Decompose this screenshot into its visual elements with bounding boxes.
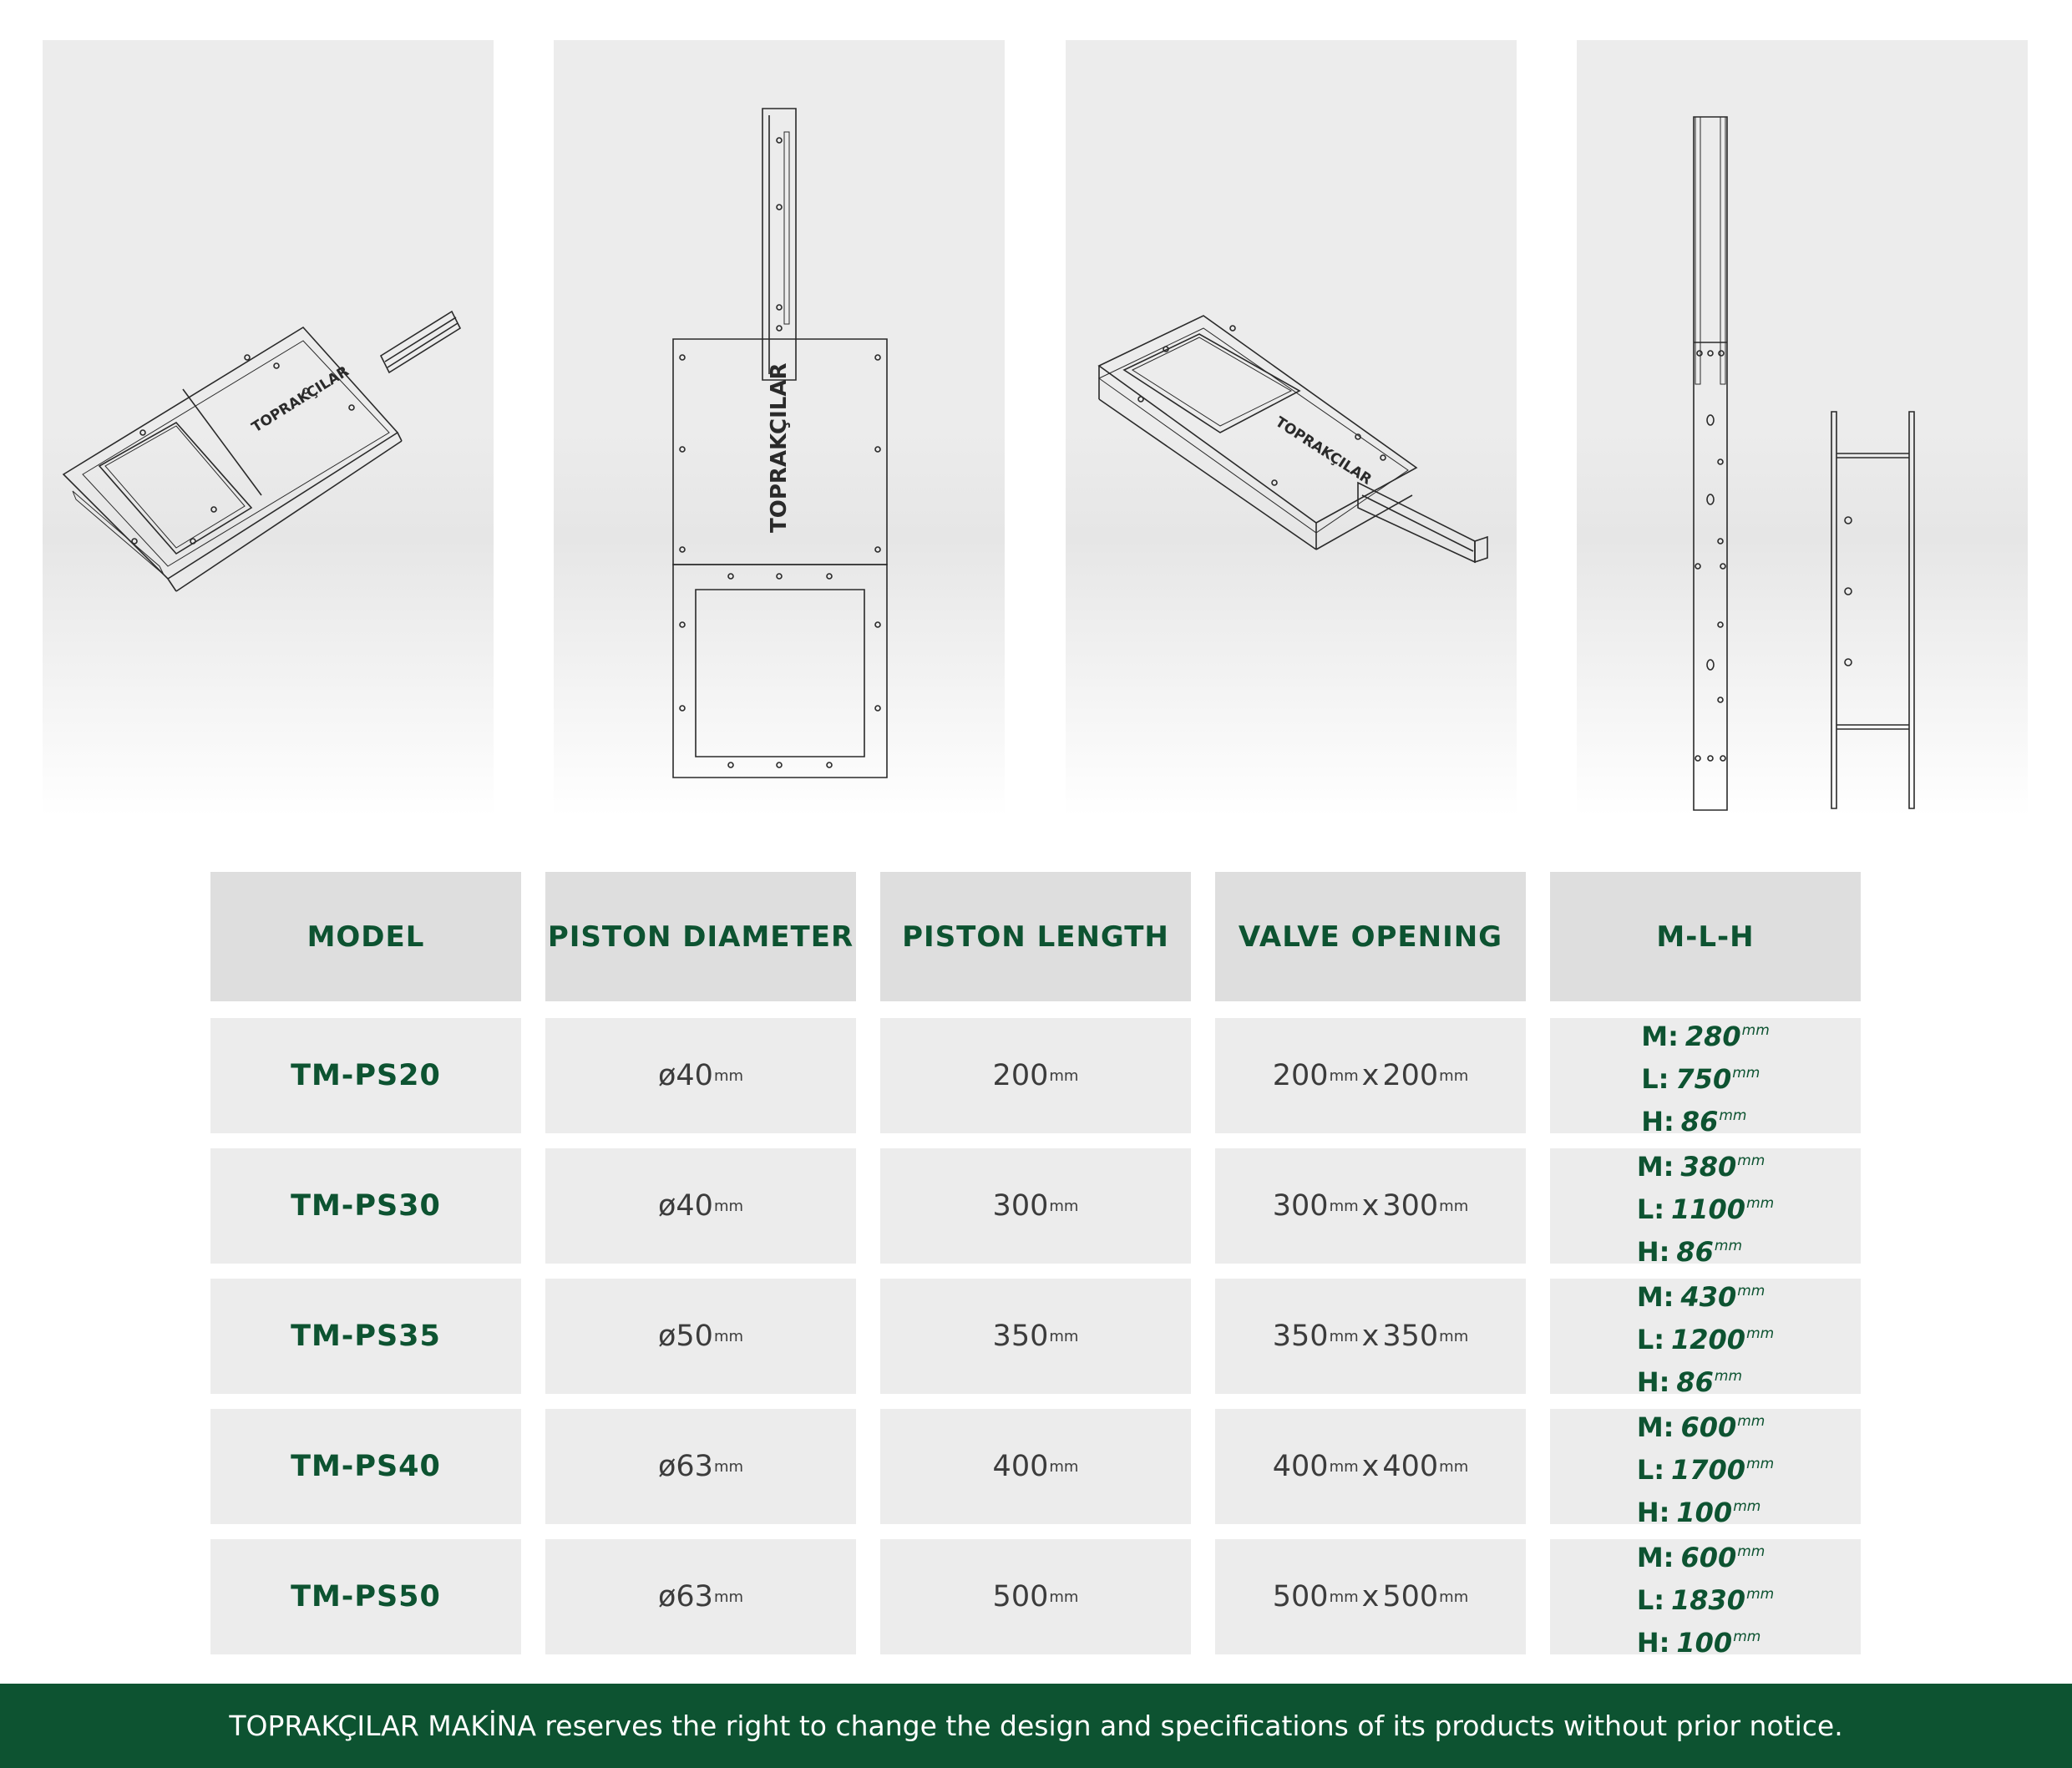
cell-valve-opening: 350 mm x 350 mm <box>1215 1279 1526 1394</box>
header-piston-length: PISTON LENGTH <box>880 872 1191 1001</box>
header-piston-diameter: PISTON DIAMETER <box>545 872 856 1001</box>
image-perspective-right <box>1066 40 1517 817</box>
cell-valve-opening: 200 mm x 200 mm <box>1215 1018 1526 1133</box>
cell-model: TM-PS20 <box>210 1018 521 1133</box>
footer-notice <box>0 1684 2072 1768</box>
header-m-l-h: M-L-H <box>1550 872 1861 1001</box>
image-perspective-left <box>43 40 494 817</box>
cell-m-l-h: M: $430^{mm}$ L: $1200^{mm}$ H: $86^{mm}$ <box>1550 1279 1861 1394</box>
footer-text: TOPRAKÇILAR MAKİNA reserves the right to change the design and specifications of its products without prior notice. <box>229 1710 1843 1742</box>
front-view-drawing <box>554 40 1005 817</box>
cell-piston-length: 300 mm <box>880 1148 1191 1264</box>
cell-piston-length: 500 mm <box>880 1539 1191 1654</box>
cell-m-l-h: M: $600^{mm}$ L: $1830^{mm}$ H: $100^{mm}$ <box>1550 1539 1861 1654</box>
logo-mark: TOPRAKÇILAR <box>1272 413 1375 489</box>
cell-piston-diameter: ø50 mm <box>545 1279 856 1394</box>
logo-mark: TOPRAKÇILAR <box>767 362 792 533</box>
header-valve-opening: VALVE OPENING <box>1215 872 1526 1001</box>
cell-piston-length: 200 mm <box>880 1018 1191 1133</box>
cell-model: TM-PS50 <box>210 1539 521 1654</box>
cell-m-l-h: M: $280^{mm}$ L: $750^{mm}$ H: $86^{mm}$ <box>1550 1018 1861 1133</box>
cell-m-l-h: M: $380^{mm}$ L: $1100^{mm}$ H: $86^{mm}$ <box>1550 1148 1861 1264</box>
side-views-drawing <box>1577 40 2028 817</box>
cell-model: TM-PS40 <box>210 1409 521 1524</box>
header-model: MODEL <box>210 872 521 1001</box>
cell-valve-opening: 500 mm x 500 mm <box>1215 1539 1526 1654</box>
logo-mark: TOPRAKÇILAR <box>249 362 352 437</box>
image-side-views <box>1577 40 2028 817</box>
cell-model: TM-PS30 <box>210 1148 521 1264</box>
cell-piston-diameter: ø63 mm <box>545 1409 856 1524</box>
cell-piston-length: 400 mm <box>880 1409 1191 1524</box>
image-front-view <box>554 40 1005 817</box>
cell-m-l-h: M: $600^{mm}$ L: $1700^{mm}$ H: $100^{mm}$ <box>1550 1409 1861 1524</box>
cell-piston-diameter: ø40 mm <box>545 1018 856 1133</box>
cell-piston-diameter: ø63 mm <box>545 1539 856 1654</box>
cell-valve-opening: 300 mm x 300 mm <box>1215 1148 1526 1264</box>
cell-model: TM-PS35 <box>210 1279 521 1394</box>
perspective-right-drawing <box>1066 40 1517 817</box>
cell-piston-length: 350 mm <box>880 1279 1191 1394</box>
cell-piston-diameter: ø40 mm <box>545 1148 856 1264</box>
cell-valve-opening: 400 mm x 400 mm <box>1215 1409 1526 1524</box>
perspective-left-drawing <box>43 40 494 817</box>
